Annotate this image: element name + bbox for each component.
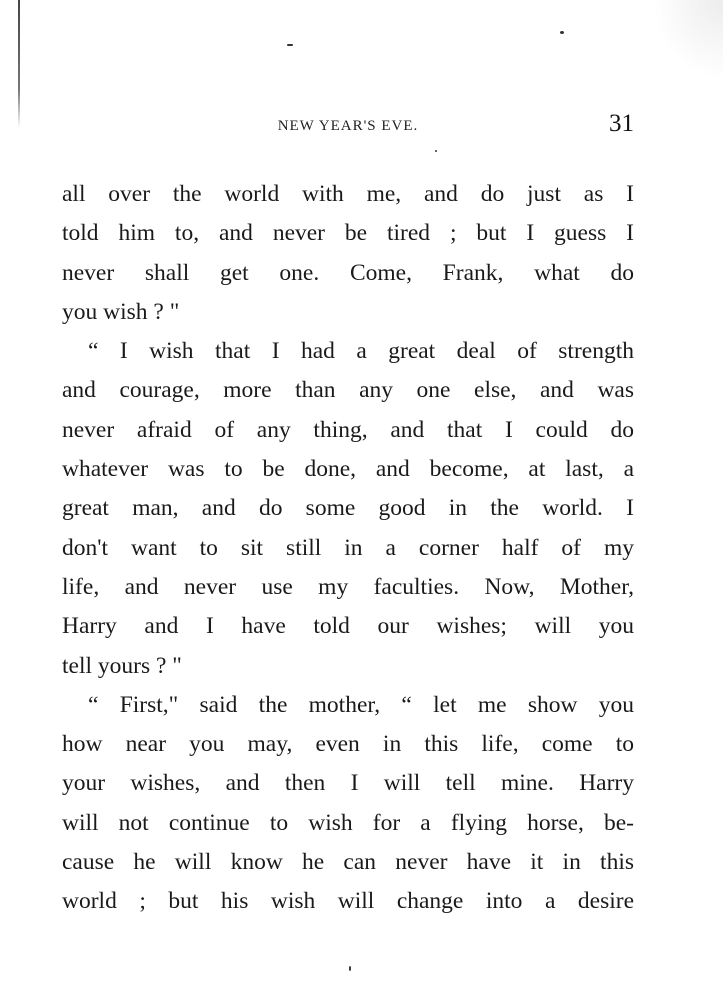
- text-line: Harry and I have told our wishes; will you: [62, 613, 634, 640]
- text-line: told him to, and never be tired ; but I guess I: [62, 220, 634, 247]
- page-header: [62, 112, 634, 142]
- ink-speck: [349, 966, 351, 971]
- text-line: how near you may, even in this life, come to: [62, 731, 634, 758]
- text-line: “ First," said the mother, “ let me show you: [88, 691, 634, 718]
- text-line: all over the world with me, and do just as I: [62, 181, 634, 207]
- binding-edge: [18, 0, 20, 128]
- running-title: NEW YEAR'S EVE.: [277, 118, 419, 134]
- ink-speck: [435, 150, 437, 152]
- body-text: [62, 175, 634, 922]
- text-line: “ I wish that I had a great deal of strength: [88, 338, 634, 365]
- text-line: will not continue to wish for a flying horse, be-: [62, 809, 634, 836]
- text-line: you wish ? ": [62, 298, 180, 325]
- text-line: life, and never use my faculties. Now, Mother,: [62, 573, 634, 600]
- text-line: never afraid of any thing, and that I could do: [62, 416, 634, 443]
- ink-speck: [560, 31, 564, 34]
- text-line: and courage, more than any one else, and was: [62, 377, 634, 404]
- page-number: 31: [609, 110, 634, 137]
- ink-speck: [287, 44, 293, 46]
- text-line: never shall get one. Come, Frank, what do: [62, 259, 634, 286]
- text-line: cause he will know he can never have it in this: [62, 849, 634, 876]
- corner-smudge: [653, 0, 723, 80]
- text-line: your wishes, and then I will tell mine. Harry: [62, 770, 634, 797]
- text-line: great man, and do some good in the world. I: [62, 495, 634, 522]
- text-line: tell yours ? ": [62, 652, 182, 679]
- text-line: world ; but his wish will change into a desire: [62, 888, 634, 915]
- text-line: don't want to sit still in a corner half of my: [62, 534, 634, 561]
- text-line: whatever was to be done, and become, at last, a: [62, 456, 634, 483]
